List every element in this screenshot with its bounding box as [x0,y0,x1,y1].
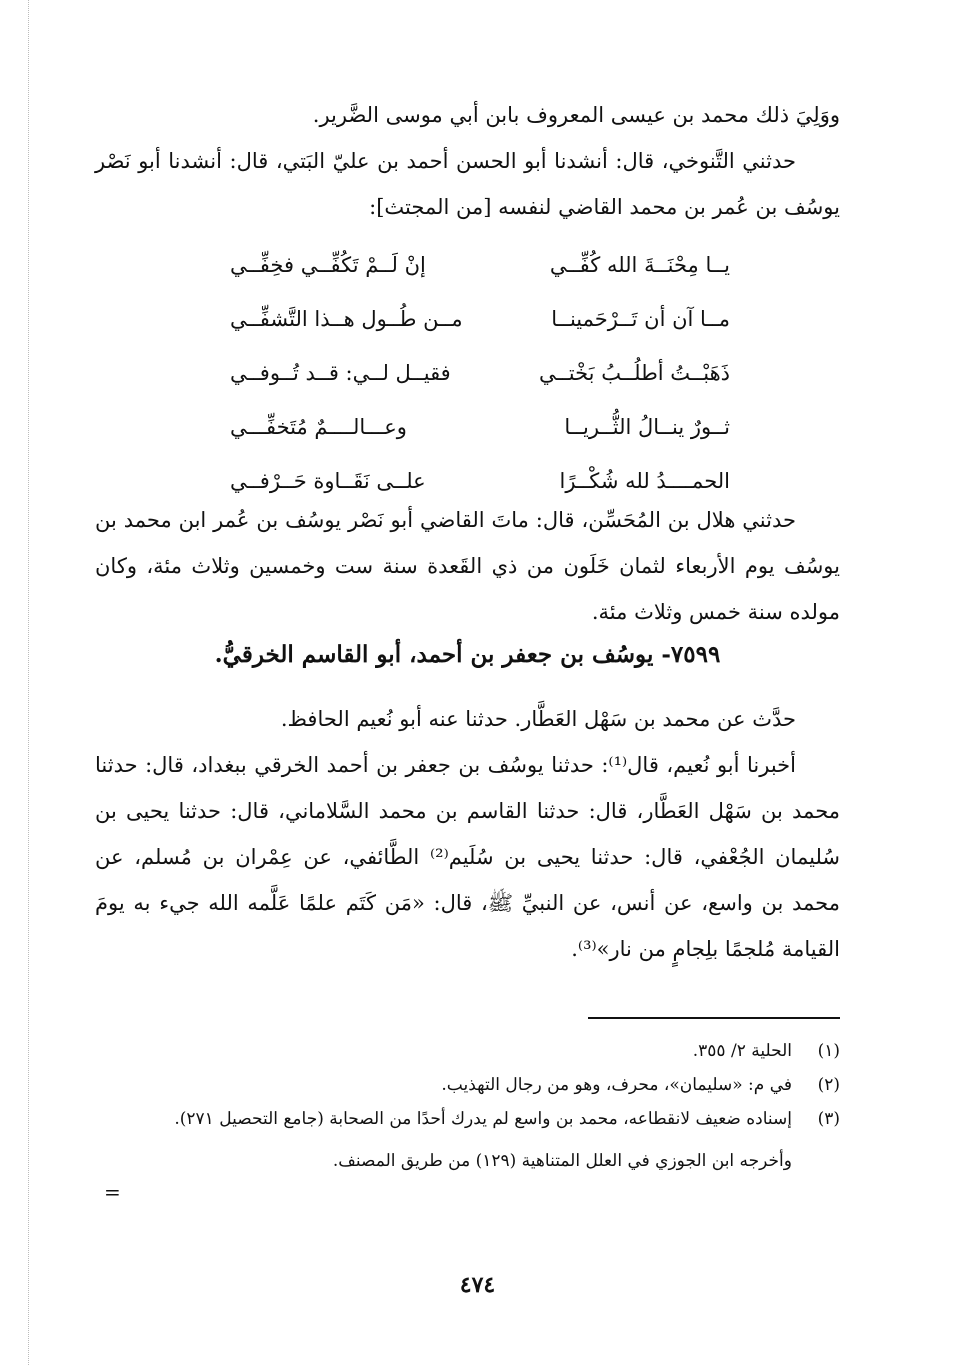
footnote-text: في م: «سليمان»، محرف، وهو من رجال التهذيب. [441,1075,792,1095]
verse-left-hemistich: إنْ لَــمْ تَكُفِّــي فخِفِّــي [230,253,426,277]
entry-heading: ٧٥٩٩- يوسُف بن جعفر بن أحمد، أبو القاسم الخرقيُّ. [214,641,721,668]
footnote-number: (١) [817,1041,840,1061]
footnote-divider [588,1017,840,1019]
scan-edge-line [28,0,29,1365]
verse-right-hemistich: ثــورٌ ينــالُ الثُّــريــا [564,415,730,439]
verse-right-hemistich: الحمــــدُ لله شُكْــرًا [559,469,730,493]
prose-top [95,92,840,230]
poem-verse [230,292,730,346]
continuation-mark: = [104,1180,121,1204]
poem-verse [230,238,730,292]
poem [230,238,730,508]
footnotes [115,1034,840,1178]
footnote-continuation: وأخرجه ابن الجوزي في العلل المتناهية (١٢٩) من طريق المصنف. [332,1151,792,1171]
verse-right-hemistich: يــا مِحْنَــةَ الله كُفِّــي [549,253,730,277]
footnote-number: (٣) [817,1109,840,1129]
verse-left-hemistich: علــى نَقَــاوة حَــرْفــي [230,469,426,493]
verse-left-hemistich: مــن طُــول هــذا التَّشفِّــي [230,307,463,331]
poem-verse [230,400,730,454]
paragraph-hadith: أخبرنا أبو نُعيم، قال⁽¹⁾: حدثنا يوسُف بن جعفر بن أحمد الخرقي ببغداد، قال: حدثنا محمد بن سَهْل العَطَّار، قال: حدثنا القاسم بن محمد السَّلاماني، قال: حدثنا يحيى بن سُليمان الجُعْفي، قال: حدثنا يحيى بن سُلَيم⁽²⁾ الطَّائفي، عن عِمْران بن مُسلم، عن محمد بن واسع، عن أنس، عن النبيِّ ﷺ، قال: «مَن كَتَم علمًا عَلَّمه الله جيء به يومَ القيامة مُلجمًا بلِجامٍ من نار»⁽³⁾. [95,753,840,961]
paragraph-succession: ووَلِيَ ذلك محمد بن عيسى المعروف بابن أبي موسى الضَّرير. [312,103,840,127]
prose-after-poem [95,497,840,635]
footnote [115,1068,840,1102]
footnote [115,1102,840,1136]
verse-right-hemistich: ذَهَبْــتُ أطلُــبُ بَخْتــي [538,361,730,385]
paragraph-isnad-poem: حدثني التَّنوخي، قال: أنشدنا أبو الحسن أحمد بن عليّ البَتي، قال: أنشدنا أبو نَصْر يوسُف بن عُمر بن محمد القاضي لنفسه [من المجتث]: [95,149,840,219]
page-number: ٤٧٤ [459,1272,496,1298]
poem-verse [230,346,730,400]
footnote [115,1034,840,1068]
verse-left-hemistich: فقيــل لــي: قــد تُــوفــي [230,361,451,385]
paragraph-death-date: حدثني هلال بن المُحَسِّن، قال: ماتَ القاضي أبو نَصْر يوسُف بن عُمر ابن محمد بن يوسُف يوم الأربعاء لثمان خَلَون من ذي القَعدة سنة ست وخمسين وثلاث مئة، وكان مولده سنة خمس وثلاث مئة. [95,508,840,624]
footnote-text: الحلية ٢/ ٣٥٥. [692,1041,792,1061]
verse-right-hemistich: مــا آن أن تَــرْحَمينــا [551,307,730,331]
footnote-number: (٢) [817,1075,840,1095]
prose-bottom [95,696,840,972]
footnote-text: إسناده ضعيف لانقطاعه، محمد بن واسع لم يدرك أحدًا من الصحابة (جامع التحصيل ٢٧١). [174,1109,792,1129]
paragraph-narration: حدَّث عن محمد بن سَهْل العَطَّار. حدثنا عنه أبو نُعيم الحافظ. [280,707,796,731]
verse-left-hemistich: وعـــالــــمٌ مُتَخفِّـــي [230,415,407,439]
